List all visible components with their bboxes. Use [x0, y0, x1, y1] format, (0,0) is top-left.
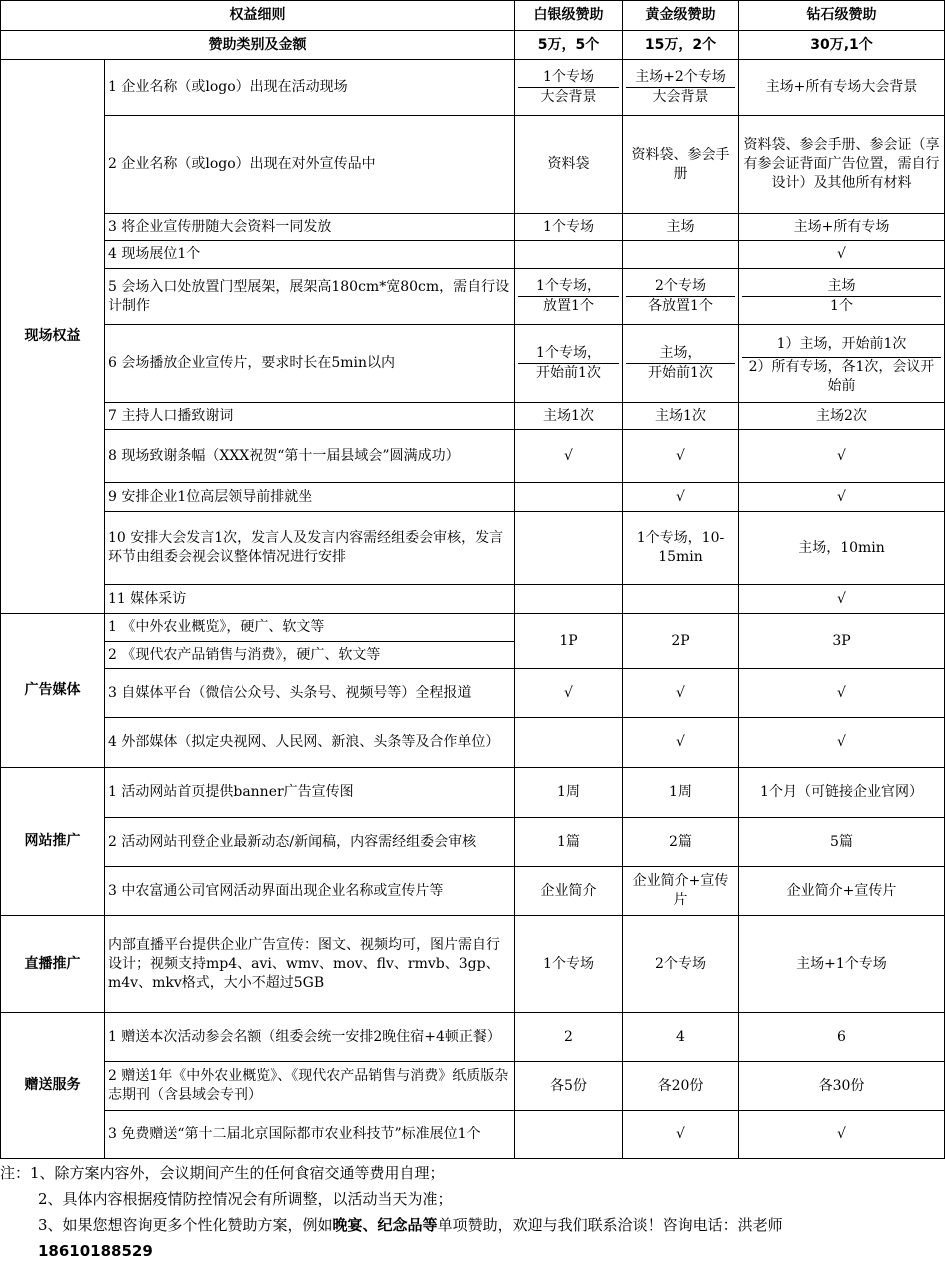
diamond-cell: √ [739, 241, 945, 269]
diamond-cell: √ [739, 585, 945, 614]
item-cell: 3 将企业宣传册随大会资料一同发放 [105, 214, 515, 241]
silver-cell: √ [515, 430, 623, 483]
silver-cell: 1个专场 [515, 214, 623, 241]
header-diamond: 钻石级赞助 [739, 1, 945, 31]
cell-part: 开始前1次 [626, 363, 735, 383]
header-silver: 白银级赞助 [515, 1, 623, 31]
table-row [1, 430, 945, 483]
silver-cell: 各5份 [515, 1062, 623, 1111]
diamond-cell [739, 269, 945, 325]
cell-part: 1个专场 [543, 69, 594, 85]
category-media: 广告媒体 [1, 614, 105, 768]
gold-cell [623, 241, 739, 269]
category-web: 网站推广 [1, 768, 105, 916]
silver-amount: 5万，5个 [515, 31, 623, 60]
table-row [1, 669, 945, 718]
gold-cell: 2篇 [623, 818, 739, 867]
contact-phone [0, 1238, 944, 1264]
item-cell: 内部直播平台提供企业广告宣传：图文、视频均可，图片需自行设计；视频支持mp4、avi、wmv、mov、flv、rmvb、3gp、m4v、mkv格式，大小不超过5GB [105, 916, 515, 1013]
cell-part: 开始前1次 [518, 363, 619, 383]
cell-part: 1个专场， [536, 278, 601, 294]
gold-cell: 4 [623, 1013, 739, 1062]
table-row [1, 1111, 945, 1159]
gold-cell: √ [623, 669, 739, 718]
diamond-cell: √ [739, 1111, 945, 1159]
table-row [1, 585, 945, 614]
cell-part: 大会背景 [626, 87, 735, 107]
note-3-text: 3、如果您想咨询更多个性化赞助方案，例如 [38, 1216, 333, 1234]
footnotes [0, 1160, 944, 1264]
silver-cell [515, 512, 623, 585]
table-row [1, 214, 945, 241]
diamond-cell: 企业简介+宣传片 [739, 867, 945, 916]
item-cell: 9 安排企业1位高层领导前排就坐 [105, 483, 515, 512]
silver-cell [515, 60, 623, 116]
table-row [1, 269, 945, 325]
amount-row [1, 31, 945, 60]
diamond-cell: √ [739, 483, 945, 512]
silver-cell [515, 1111, 623, 1159]
item-cell: 1 赠送本次活动参会名额（组委会统一安排2晚住宿+4顿正餐） [105, 1013, 515, 1062]
diamond-cell: 主场2次 [739, 403, 945, 430]
gold-cell: 1个专场，10-15min [623, 512, 739, 585]
table-row [1, 325, 945, 403]
item-cell: 6 会场播放企业宣传片，要求时长在5min以内 [105, 325, 515, 403]
cell-part: 主场 [827, 278, 856, 294]
table-row [1, 512, 945, 585]
phone-number: 18610188529 [38, 1242, 153, 1260]
gold-cell: 2P [623, 614, 739, 669]
gold-cell [623, 60, 739, 116]
silver-cell: 资料袋 [515, 116, 623, 214]
gold-cell: √ [623, 430, 739, 483]
item-cell: 1 《中外农业概览》，硬广、软文等 [105, 614, 515, 642]
gold-cell: 1周 [623, 768, 739, 818]
gold-cell: 企业简介+宣传片 [623, 867, 739, 916]
cell-part: 2）所有专场，各1次，会议开始前 [742, 357, 941, 396]
amount-label: 赞助类别及金额 [1, 31, 515, 60]
note-3-contact: 单项赞助，欢迎与我们联系洽谈！咨询电话：洪老师 [437, 1216, 783, 1234]
table-row [1, 718, 945, 768]
table-row [1, 916, 945, 1013]
table-row [1, 60, 945, 116]
gold-cell: 主场 [623, 214, 739, 241]
cell-part: 各放置1个 [626, 296, 735, 316]
cell-part: 1个专场， [536, 345, 601, 361]
diamond-cell: √ [739, 669, 945, 718]
diamond-amount: 30万,1个 [739, 31, 945, 60]
diamond-cell: 5篇 [739, 818, 945, 867]
table-row [1, 1013, 945, 1062]
table-row [1, 614, 945, 642]
cell-part: 1个 [742, 296, 941, 316]
silver-cell: 1个专场 [515, 916, 623, 1013]
item-cell: 5 会场入口处放置门型展架，展架高180cm*宽80cm，需自行设计制作 [105, 269, 515, 325]
header-item: 权益细则 [1, 1, 515, 31]
diamond-cell: 主场+1个专场 [739, 916, 945, 1013]
category-gift: 赠送服务 [1, 1013, 105, 1159]
note-2: 2、具体内容根据疫情防控情况会有所调整，以活动当天为准； [38, 1190, 453, 1208]
gold-cell: √ [623, 1111, 739, 1159]
table-row [1, 1062, 945, 1111]
silver-cell [515, 483, 623, 512]
table-row [1, 768, 945, 818]
gold-cell: √ [623, 718, 739, 768]
silver-cell [515, 585, 623, 614]
item-cell: 2 赠送1年《中外农业概览》、《现代农产品销售与消费》纸质版杂志期刊（含县域会专刊） [105, 1062, 515, 1111]
item-cell: 2 活动网站刊登企业最新动态/新闻稿，内容需经组委会审核 [105, 818, 515, 867]
cell-part: 2个专场 [655, 278, 706, 294]
category-onsite: 现场权益 [1, 60, 105, 614]
silver-cell [515, 325, 623, 403]
table-row [1, 818, 945, 867]
gold-cell: √ [623, 483, 739, 512]
item-cell: 3 免费赠送“第十二届北京国际都市农业科技节”标准展位1个 [105, 1111, 515, 1159]
note-3 [0, 1212, 944, 1238]
diamond-cell: 3P [739, 614, 945, 669]
note-1: 注：1、除方案内容外，会议期间产生的任何食宿交通等费用自理； [0, 1164, 445, 1182]
gold-cell [623, 325, 739, 403]
silver-cell: 1周 [515, 768, 623, 818]
silver-cell: 企业简介 [515, 867, 623, 916]
diamond-cell: 资料袋、参会手册、参会证（享有参会证背面广告位置，需自行设计）及其他所有材料 [739, 116, 945, 214]
silver-cell: 1篇 [515, 818, 623, 867]
item-cell: 2 企业名称（或logo）出现在对外宣传品中 [105, 116, 515, 214]
silver-cell: 2 [515, 1013, 623, 1062]
diamond-cell: 主场+所有专场 [739, 214, 945, 241]
gold-cell: 资料袋、参会手册 [623, 116, 739, 214]
table-row [1, 483, 945, 512]
gold-cell [623, 585, 739, 614]
table-row [1, 241, 945, 269]
item-cell: 7 主持人口播致谢词 [105, 403, 515, 430]
silver-cell: 1P [515, 614, 623, 669]
table-row [1, 116, 945, 214]
diamond-cell: 主场，10min [739, 512, 945, 585]
table-row [1, 867, 945, 916]
diamond-cell [739, 325, 945, 403]
item-cell: 4 现场展位1个 [105, 241, 515, 269]
silver-cell [515, 718, 623, 768]
cell-part: 大会背景 [518, 87, 619, 107]
gold-cell: 主场1次 [623, 403, 739, 430]
silver-cell: √ [515, 669, 623, 718]
item-cell: 1 活动网站首页提供banner广告宣传图 [105, 768, 515, 818]
silver-cell: 主场1次 [515, 403, 623, 430]
diamond-cell: √ [739, 718, 945, 768]
item-cell: 4 外部媒体（拟定央视网、人民网、新浪、头条等及合作单位） [105, 718, 515, 768]
silver-cell [515, 269, 623, 325]
header-gold: 黄金级赞助 [623, 1, 739, 31]
item-cell: 1 企业名称（或logo）出现在活动现场 [105, 60, 515, 116]
gold-cell [623, 269, 739, 325]
table-row [1, 403, 945, 430]
diamond-cell: 1个月（可链接企业官网） [739, 768, 945, 818]
category-live: 直播推广 [1, 916, 105, 1013]
diamond-cell: 主场+所有专场大会背景 [739, 60, 945, 116]
cell-part: 放置1个 [518, 296, 619, 316]
diamond-cell: √ [739, 430, 945, 483]
gold-cell: 2个专场 [623, 916, 739, 1013]
item-cell: 2 《现代农产品销售与消费》，硬广、软文等 [105, 642, 515, 669]
diamond-cell: 各30份 [739, 1062, 945, 1111]
item-cell: 3 中农富通公司官网活动界面出现企业名称或宣传片等 [105, 867, 515, 916]
cell-part: 主场+2个专场 [635, 69, 726, 85]
item-cell: 3 自媒体平台（微信公众号、头条号、视频号等）全程报道 [105, 669, 515, 718]
cell-part: 主场， [659, 345, 702, 361]
item-cell: 10 安排大会发言1次，发言人及发言内容需经组委会审核，发言环节由组委会视会议整体情况进行安排 [105, 512, 515, 585]
gold-cell: 各20份 [623, 1062, 739, 1111]
item-cell: 11 媒体采访 [105, 585, 515, 614]
note-3-highlight: 晚宴、纪念品等 [332, 1216, 438, 1234]
silver-cell [515, 241, 623, 269]
diamond-cell: 6 [739, 1013, 945, 1062]
gold-amount: 15万，2个 [623, 31, 739, 60]
cell-part: 1）主场，开始前1次 [776, 335, 907, 352]
header-row [1, 1, 945, 31]
item-cell: 8 现场致谢条幅（XXX祝贺“第十一届县域会”圆满成功） [105, 430, 515, 483]
